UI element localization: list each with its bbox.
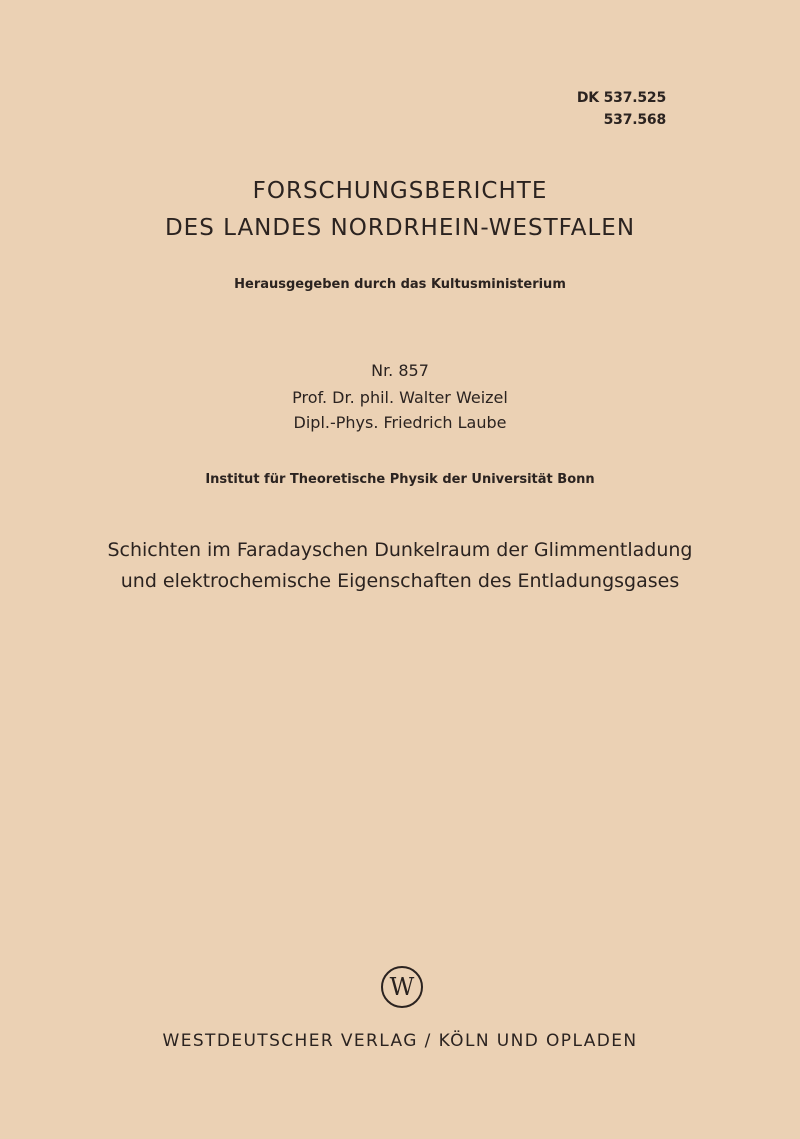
- series-title-line-2: DES LANDES NORDRHEIN-WESTFALEN: [164, 215, 636, 241]
- series-title-line-1: FORSCHUNGSBERICHTE: [252, 178, 548, 204]
- institute: Institut für Theoretische Physik der Universität Bonn: [205, 472, 595, 487]
- series-editor: Herausgegeben durch das Kultusministerium: [234, 277, 566, 292]
- publisher-w-logo-icon: [380, 965, 424, 1009]
- classification-code: [577, 87, 666, 131]
- author-list: [0, 385, 800, 435]
- report-number: Nr. 857: [371, 361, 429, 380]
- author-1: Prof. Dr. phil. Walter Weizel: [292, 388, 508, 407]
- author-2: Dipl.-Phys. Friedrich Laube: [293, 413, 507, 432]
- publisher-logo-letter: W: [389, 973, 415, 1001]
- classification-line-1: DK 537.525: [576, 90, 666, 106]
- book-title: [0, 535, 800, 597]
- publisher-name: WESTDEUTSCHER VERLAG / KÖLN UND OPLADEN: [162, 1031, 638, 1051]
- book-title-line-2: und elektrochemische Eigenschaften des Entladungsgases: [120, 570, 680, 592]
- book-title-line-1: Schichten im Faradayschen Dunkelraum der Glimmentladung: [107, 539, 693, 561]
- classification-line-2: 537.568: [603, 112, 666, 128]
- series-title: [0, 173, 800, 247]
